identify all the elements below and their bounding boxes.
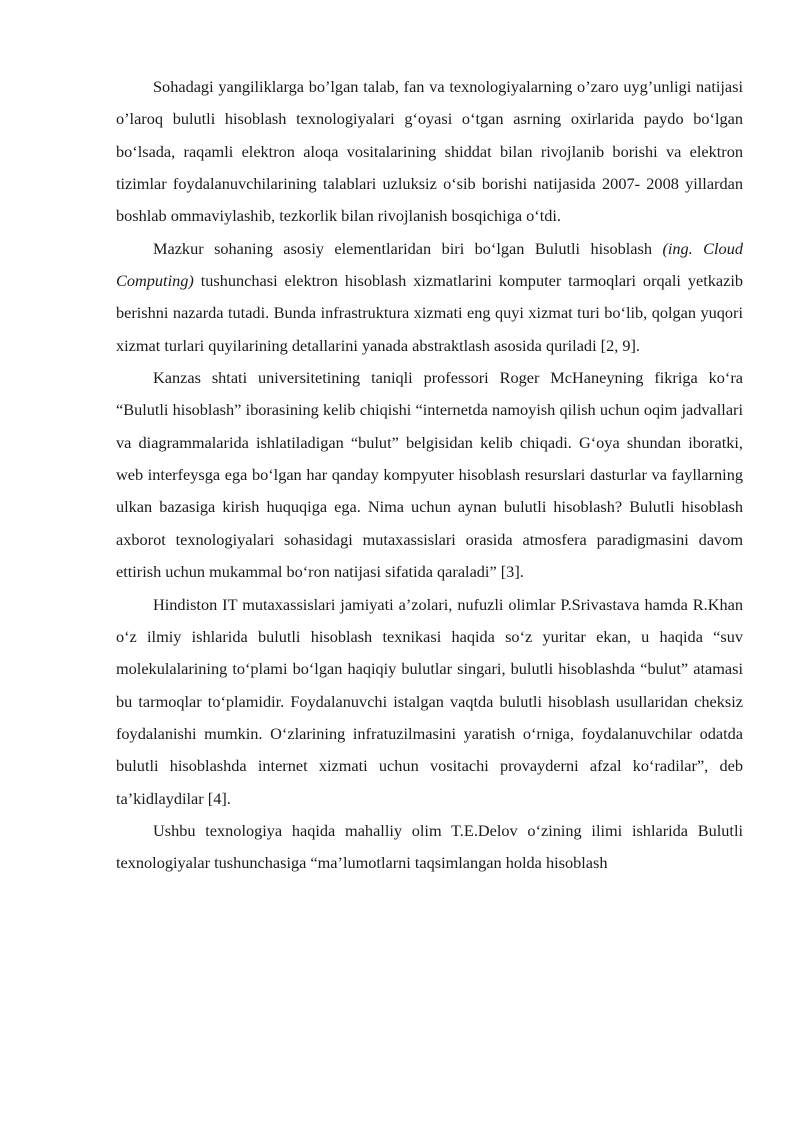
paragraph-4-text: Hindiston IT mutaxassislari jamiyati a’zolari, nufuzli olimlar P.Srivastava hamda R.Khan o‘z ilmiy ishlarida bulutli hisoblash texnikasi haqida so‘z yuritar ekan, u haqida “suv molekulalarining to‘plami bo‘lgan haqiqiy bulutlar singari, bulutli hisoblashda “bulut” atamasi bu tarmoqlar to‘plamidir. Foydalanuvchi istalgan vaqtda bulutli hisoblash usullaridan cheksiz foydalanishi mumkin. O‘zlarining infratuzilmasini yaratish o‘rniga, foydalanuvchilar odatda bulutli hisoblashda internet xizmati uchun vositachi provayderni afzal ko‘radilar”, deb ta’kidlaydilar [4]. xyxy=(116,594,743,808)
paragraph-3-text: Kanzas shtati universitetining taniqli professori Roger McHaneyning fikriga ko‘ra “Bulutli hisoblash” iborasining kelib chiqishi “internetda namoyish qilish uchun oqim jadvallari va diagrammalarida ishlatiladigan “bulut” belgisidan kelib chiqadi. G‘oya shundan iboratki, web interfeysga ega bo‘lgan har qanday kompyuter hisoblash resurslari dasturlar va fayllarning ulkan bazasiga kirish huquqiga ega. Nima uchun aynan bulutli hisoblash? Bulutli hisoblash axborot texnologiyalari sohasidagi mutaxassislari orasida atmosfera paradigmasini davom ettirish uchun mukammal bo‘ron natijasi sifatida qaraladi” [3]. xyxy=(116,368,743,582)
paragraph-4 xyxy=(116,589,743,815)
paragraph-5 xyxy=(116,815,743,880)
paragraph-3 xyxy=(116,362,743,588)
paragraph-2-text-end: tushunchasi elektron hisoblash xizmatlarini komputer tarmoqlari orqali yetkazib berishni nazarda tutadi. Bunda infrastruktura xizmati eng quyi xizmat turi bo‘lib, qolgan yuqori xizmat turlari quyilarining detallarini yanada abstraktlash asosida quriladi [2, 9]. xyxy=(116,271,743,355)
paragraph-2 xyxy=(116,233,743,362)
paragraph-2-text-start: Mazkur sohaning asosiy elementlaridan biri bo‘lgan Bulutli hisoblash xyxy=(153,238,663,258)
paragraph-2-italic-term: (ing. Cloud Computing) xyxy=(116,238,743,291)
document-body xyxy=(116,71,743,880)
paragraph-5-text: Ushbu texnologiya haqida mahalliy olim T.E.Delov o‘zining ilimi ishlarida Bulutli texnologiyalar tushunchasiga “ma’lumotlarni taqsimlangan holda hisoblash xyxy=(116,820,743,873)
paragraph-1-text: Sohadagi yangiliklarga bo’lgan talab, fan va texnologiyalarning o’zaro uyg’unligi natijasi o’laroq bulutli hisoblash texnologiyalari g‘oyasi o‘tgan asrning oxirlarida paydo bo‘lgan bo‘lsada, raqamli elektron aloqa vositalarining shiddat bilan rivojlanib borishi va elektron tizimlar foydalanuvchilarining talablari uzluksiz o‘sib borishi natijasida 2007- 2008 yillardan boshlab ommaviylashib, tezkorlik bilan rivojlanish bosqichiga o‘tdi. xyxy=(116,77,743,226)
paragraph-1 xyxy=(116,71,743,233)
